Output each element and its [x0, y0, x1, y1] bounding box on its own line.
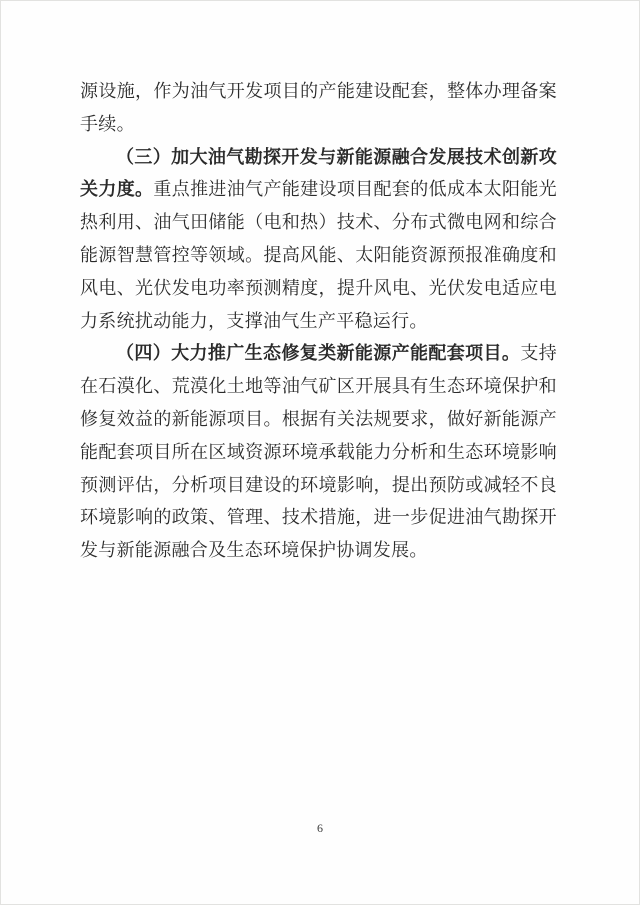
paragraph-item-3 [80, 141, 557, 338]
document-body [80, 75, 557, 567]
paragraph-continuation [80, 75, 557, 141]
paragraph-text: 源设施，作为油气开发项目的产能建设配套，整体办理备案手续。 [80, 81, 557, 134]
paragraph-text: 支持在石漠化、荒漠化土地等油气矿区开展具有生态环境保护和修复效益的新能源项目。根据有关法规要求，做好新能源产能配套项目所在区域资源环境承载能力分析和生态环境影响预测评估，分析项目建设的环境影响，提出预防或减轻不良环境影响的政策、管理、技术措施，进一步促进油气勘探开发与新能源融合及生态环境保护协调发展。 [80, 343, 557, 561]
paragraph-item-4 [80, 337, 557, 567]
paragraph-heading: （四）大力推广生态修复类新能源产能配套项目。 [116, 343, 521, 364]
paragraph-heading: （三）加大油气勘探开发与新能源融合发展技术创新攻关力度。 [80, 146, 557, 200]
page-number: 6 [317, 821, 323, 835]
paragraph-text: 重点推进油气产能建设项目配套的低成本太阳能光热利用、油气田储能（电和热）技术、分布式微电网和综合能源智慧管控等领域。提高风能、太阳能资源预报准确度和风电、光伏发电功率预测精度，提升风电、光伏发电适应电力系统扰动能力，支撑油气生产平稳运行。 [80, 179, 557, 331]
